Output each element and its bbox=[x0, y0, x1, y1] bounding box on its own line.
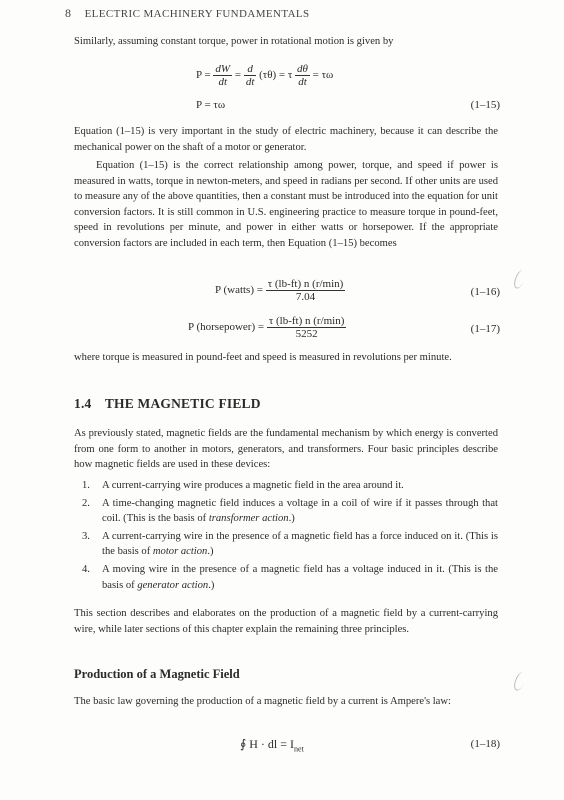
list-number: 3. bbox=[82, 530, 90, 542]
page-edge-mark bbox=[512, 671, 527, 692]
equation-subscript: net bbox=[294, 744, 304, 754]
equation-denominator: 5252 bbox=[295, 328, 318, 340]
paragraph-units-note: where torque is measured in pound-feet and speed is measured in revolutions per minute. bbox=[74, 352, 452, 363]
section-number: 1.4 bbox=[74, 396, 92, 411]
equation-1-18 bbox=[240, 737, 304, 753]
equation-lhs: P (horsepower) = bbox=[188, 321, 265, 334]
section-heading bbox=[74, 396, 261, 412]
equation-numerator: τ (lb-ft) n (r/min) bbox=[267, 278, 344, 290]
equation-1-15-line1: P = $\frac{dW}{dt}$ = $\frac{d}{dt}$ (τθ) = τ $\frac{d\theta}{dt}$ = τω bbox=[196, 63, 334, 88]
list-number: 4. bbox=[82, 563, 90, 575]
list-item bbox=[82, 562, 498, 593]
equation-number: (1–16) bbox=[470, 286, 500, 298]
paragraph-section-overview: This section describes and elaborates on the production of a magnetic field by a current-carrying wire, while later sections of this chapter explain the remaining three principles. bbox=[74, 608, 498, 635]
list-item bbox=[82, 529, 498, 560]
list-text: A time-changing magnetic field induces a voltage in a coil of wire if it passes through that coil. (This is the basis of bbox=[102, 497, 498, 525]
equation-number: (1–18) bbox=[470, 738, 500, 750]
equation-expression: ∮ H · dl = I bbox=[240, 737, 295, 751]
equation-1-17 bbox=[188, 315, 346, 340]
page-edge-mark bbox=[512, 269, 527, 290]
page-header bbox=[65, 6, 310, 21]
equation-lhs: P (watts) = bbox=[215, 284, 263, 297]
paragraph-unit-conversion: Equation (1–15) is the correct relationship among power, torque, and speed if power is measured in watts, torque in newton-meters, and speed in radians per second. If other units are used to measure any of the above quantities, then a constant must be introduced into the equation for unit conversion factors. It is still common in U.S. engineering practice to measure torque in pound-feet, speed in revolutions per minute, and power in either watts or horsepower. If the appropriate conversion factors are included in each term, then Equation (1–15) becomes bbox=[74, 160, 498, 249]
list-emphasis: generator action bbox=[137, 579, 209, 591]
list-text: A current-carrying wire produces a magnetic field in the area around it. bbox=[102, 480, 404, 491]
list-tail: .) bbox=[208, 579, 215, 591]
list-text: A moving wire in the presence of a magnetic field has a voltage induced in it. (This is the basis of bbox=[102, 563, 498, 591]
list-tail: .) bbox=[288, 513, 295, 525]
section-title: THE MAGNETIC FIELD bbox=[104, 396, 261, 411]
equation-number: (1–15) bbox=[470, 99, 500, 111]
list-number: 2. bbox=[82, 497, 90, 509]
page-number: 8 bbox=[65, 6, 72, 20]
equation-1-16 bbox=[215, 278, 345, 303]
paragraph-magnetic-intro: As previously stated, magnetic fields are the fundamental mechanism by which energy is converted from one form to another in motors, generators, and transformers. Four basic principles describe how magnetic fields are used in these devices: bbox=[74, 428, 498, 471]
paragraph-amperes-law: The basic law governing the production of a magnetic field by a current is Ampere's law: bbox=[74, 696, 451, 707]
principles-list bbox=[82, 478, 498, 593]
list-number: 1. bbox=[82, 480, 90, 491]
list-text: A current-carrying wire in the presence of a magnetic field has a force induced on it. (This is the basis of bbox=[102, 530, 498, 558]
subsection-heading: Production of a Magnetic Field bbox=[74, 667, 240, 681]
list-item bbox=[82, 478, 498, 494]
equation-denominator: 7.04 bbox=[295, 291, 316, 303]
equation-numerator: τ (lb-ft) n (r/min) bbox=[268, 315, 345, 327]
running-title: ELECTRIC MACHINERY FUNDAMENTALS bbox=[84, 8, 310, 20]
list-tail: .) bbox=[207, 546, 214, 558]
list-emphasis: transformer action bbox=[208, 513, 289, 525]
equation-number: (1–17) bbox=[470, 323, 500, 335]
intro-text: Similarly, assuming constant torque, power in rotational motion is given by bbox=[74, 36, 394, 47]
equation-1-15-line2: P = τω bbox=[196, 99, 226, 111]
list-item bbox=[82, 496, 498, 527]
paragraph-equation-importance: Equation (1–15) is very important in the study of electric machinery, because it can describe the mechanical power on the shaft of a motor or generator. bbox=[74, 126, 498, 153]
list-emphasis: motor action bbox=[152, 546, 208, 558]
